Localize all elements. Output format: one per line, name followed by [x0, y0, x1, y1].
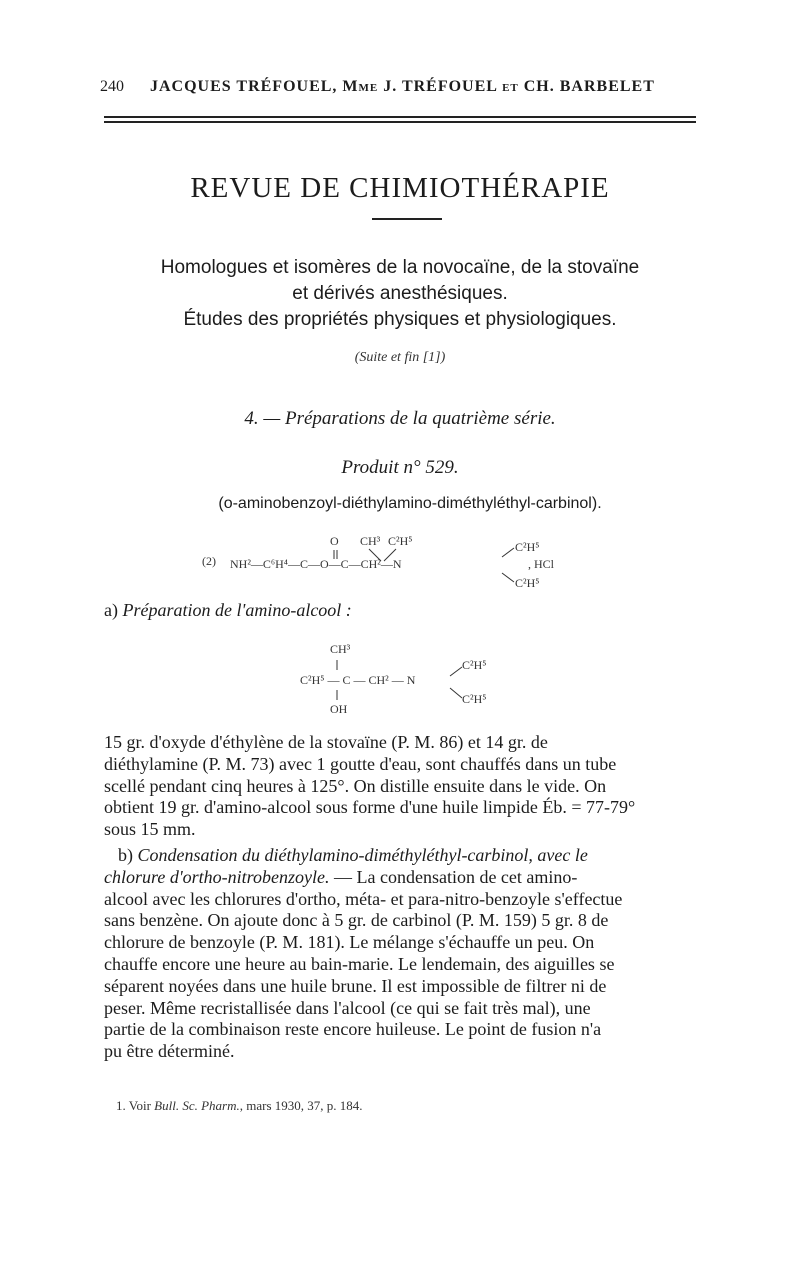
para2-italic-1: Condensation du diéthylamino-diméthyléthyl-carbinol, avec le: [137, 845, 588, 865]
formula2-hydroxyl: OH: [330, 702, 348, 716]
header-rule-top: [104, 116, 696, 118]
prep-a-heading: [104, 600, 352, 621]
para1-line-4: obtient 19 gr. d'amino-alcool sous forme d'une huile limpide Éb. = 77-79°: [104, 797, 636, 818]
compound-name: (o-aminobenzoyl-diéthylamino-diméthyléthyl-carbinol).: [218, 495, 602, 512]
para2-line-2: [104, 867, 700, 889]
para2-prefix: b): [118, 845, 138, 865]
header-rule-bottom: [104, 121, 696, 123]
formula-number: (2): [202, 554, 216, 568]
para2-line-4: sans benzène. On ajoute donc à 5 gr. de carbinol (P. M. 159) 5 gr. 8 de: [104, 910, 609, 931]
para1-line-1: 15 gr. d'oxyde d'éthylène de la stovaïne (P. M. 86) et 14 gr. de: [104, 732, 548, 752]
subtitle-line-2: et dérivés anesthésiques.: [292, 283, 508, 304]
para2-line-6: chauffe encore une heure au bain-marie. Le lendemain, des aiguilles se: [104, 953, 615, 974]
formula1-n-ethyl-top: C²H⁵: [515, 540, 540, 554]
para1-line-5: sous 15 mm.: [104, 819, 196, 840]
formula1-n-ethyl-bottom: C²H⁵: [515, 576, 540, 590]
running-header: [100, 78, 700, 98]
para2-line-9: partie de la combinaison reste encore huileuse. Le point de fusion n'a: [104, 1019, 602, 1040]
para2-line-3: alcool avec les chlorures d'ortho, méta- et para-nitro-benzoyle s'effectue: [104, 888, 623, 909]
subtitle-line-1: Homologues et isomères de la novocaïne, de la stovaïne: [160, 257, 640, 278]
formula2-n-ethyl-bottom: C²H⁵: [462, 692, 487, 706]
formula2-n-ethyl-top: C²H⁵: [462, 658, 487, 672]
paragraph-2: [104, 845, 700, 1063]
prep-a-text: Préparation de l'amino-alcool :: [122, 600, 352, 620]
formula1-hcl: , HCl: [528, 557, 555, 571]
para2-line-2-rest: — La condensation de cet amino-: [329, 866, 578, 887]
formula1-oxygen: O: [330, 534, 339, 548]
title-rule: [372, 218, 442, 220]
para2-line-7: séparent noyées dans une huile brune. Il est impossible de filtrer ni de: [104, 975, 607, 996]
para2-italic-2: chlorure d'ortho-nitrobenzoyle.: [104, 866, 330, 887]
para1-line-3: scellé pendant cinq heures à 125°. On distille ensuite dans le vide. On: [104, 775, 607, 796]
subtitle-line-3: Études des propriétés physiques et physiologiques.: [183, 309, 617, 330]
footnote-journal: Bull. Sc. Pharm.: [154, 1098, 240, 1113]
para2-line-10: pu être déterminé.: [104, 1041, 235, 1062]
structural-formula-1: [200, 530, 580, 600]
prep-a-prefix: a): [104, 600, 123, 620]
formula2-methyl: CH³: [330, 642, 351, 656]
page-title: REVUE DE CHIMIOTHÉRAPIE: [190, 172, 610, 204]
suite-note: (Suite et fin [1]): [354, 350, 446, 365]
structural-formula-2: [300, 640, 520, 718]
para1-line-2: diéthylamine (P. M. 73) avec 1 goutte d'eau, sont chauffés dans un tube: [104, 753, 617, 774]
formula1-ethyl-top: C²H⁵: [388, 534, 413, 548]
footnote-prefix: 1. Voir: [116, 1098, 155, 1113]
para2-line-1: [104, 845, 700, 867]
page-number: 240: [100, 78, 124, 95]
running-header-authors: JACQUES TRÉFOUEL, Mme J. TRÉFOUEL et CH. BARBELET: [150, 78, 655, 95]
para2-line-8: peser. Même recristallisée dans l'alcool (ce qui se fait très mal), une: [104, 997, 591, 1018]
footnote-rest: , mars 1930, 37, p. 184.: [239, 1098, 363, 1113]
formula1-methyl: CH³: [360, 534, 381, 548]
para2-line-5: chlorure de benzoyle (P. M. 181). Le mélange s'échauffe un peu. On: [104, 932, 595, 953]
section-heading: 4. — Préparations de la quatrième série.: [244, 408, 556, 429]
footnote: [116, 1098, 363, 1114]
formula2-chain: C²H⁵ — C — CH² — N: [300, 673, 416, 687]
formula1-chain: NH²—C⁶H⁴—C—O—C—CH²—N: [230, 557, 402, 571]
paragraph-1: [104, 732, 700, 841]
product-heading: Produit n° 529.: [341, 457, 459, 478]
